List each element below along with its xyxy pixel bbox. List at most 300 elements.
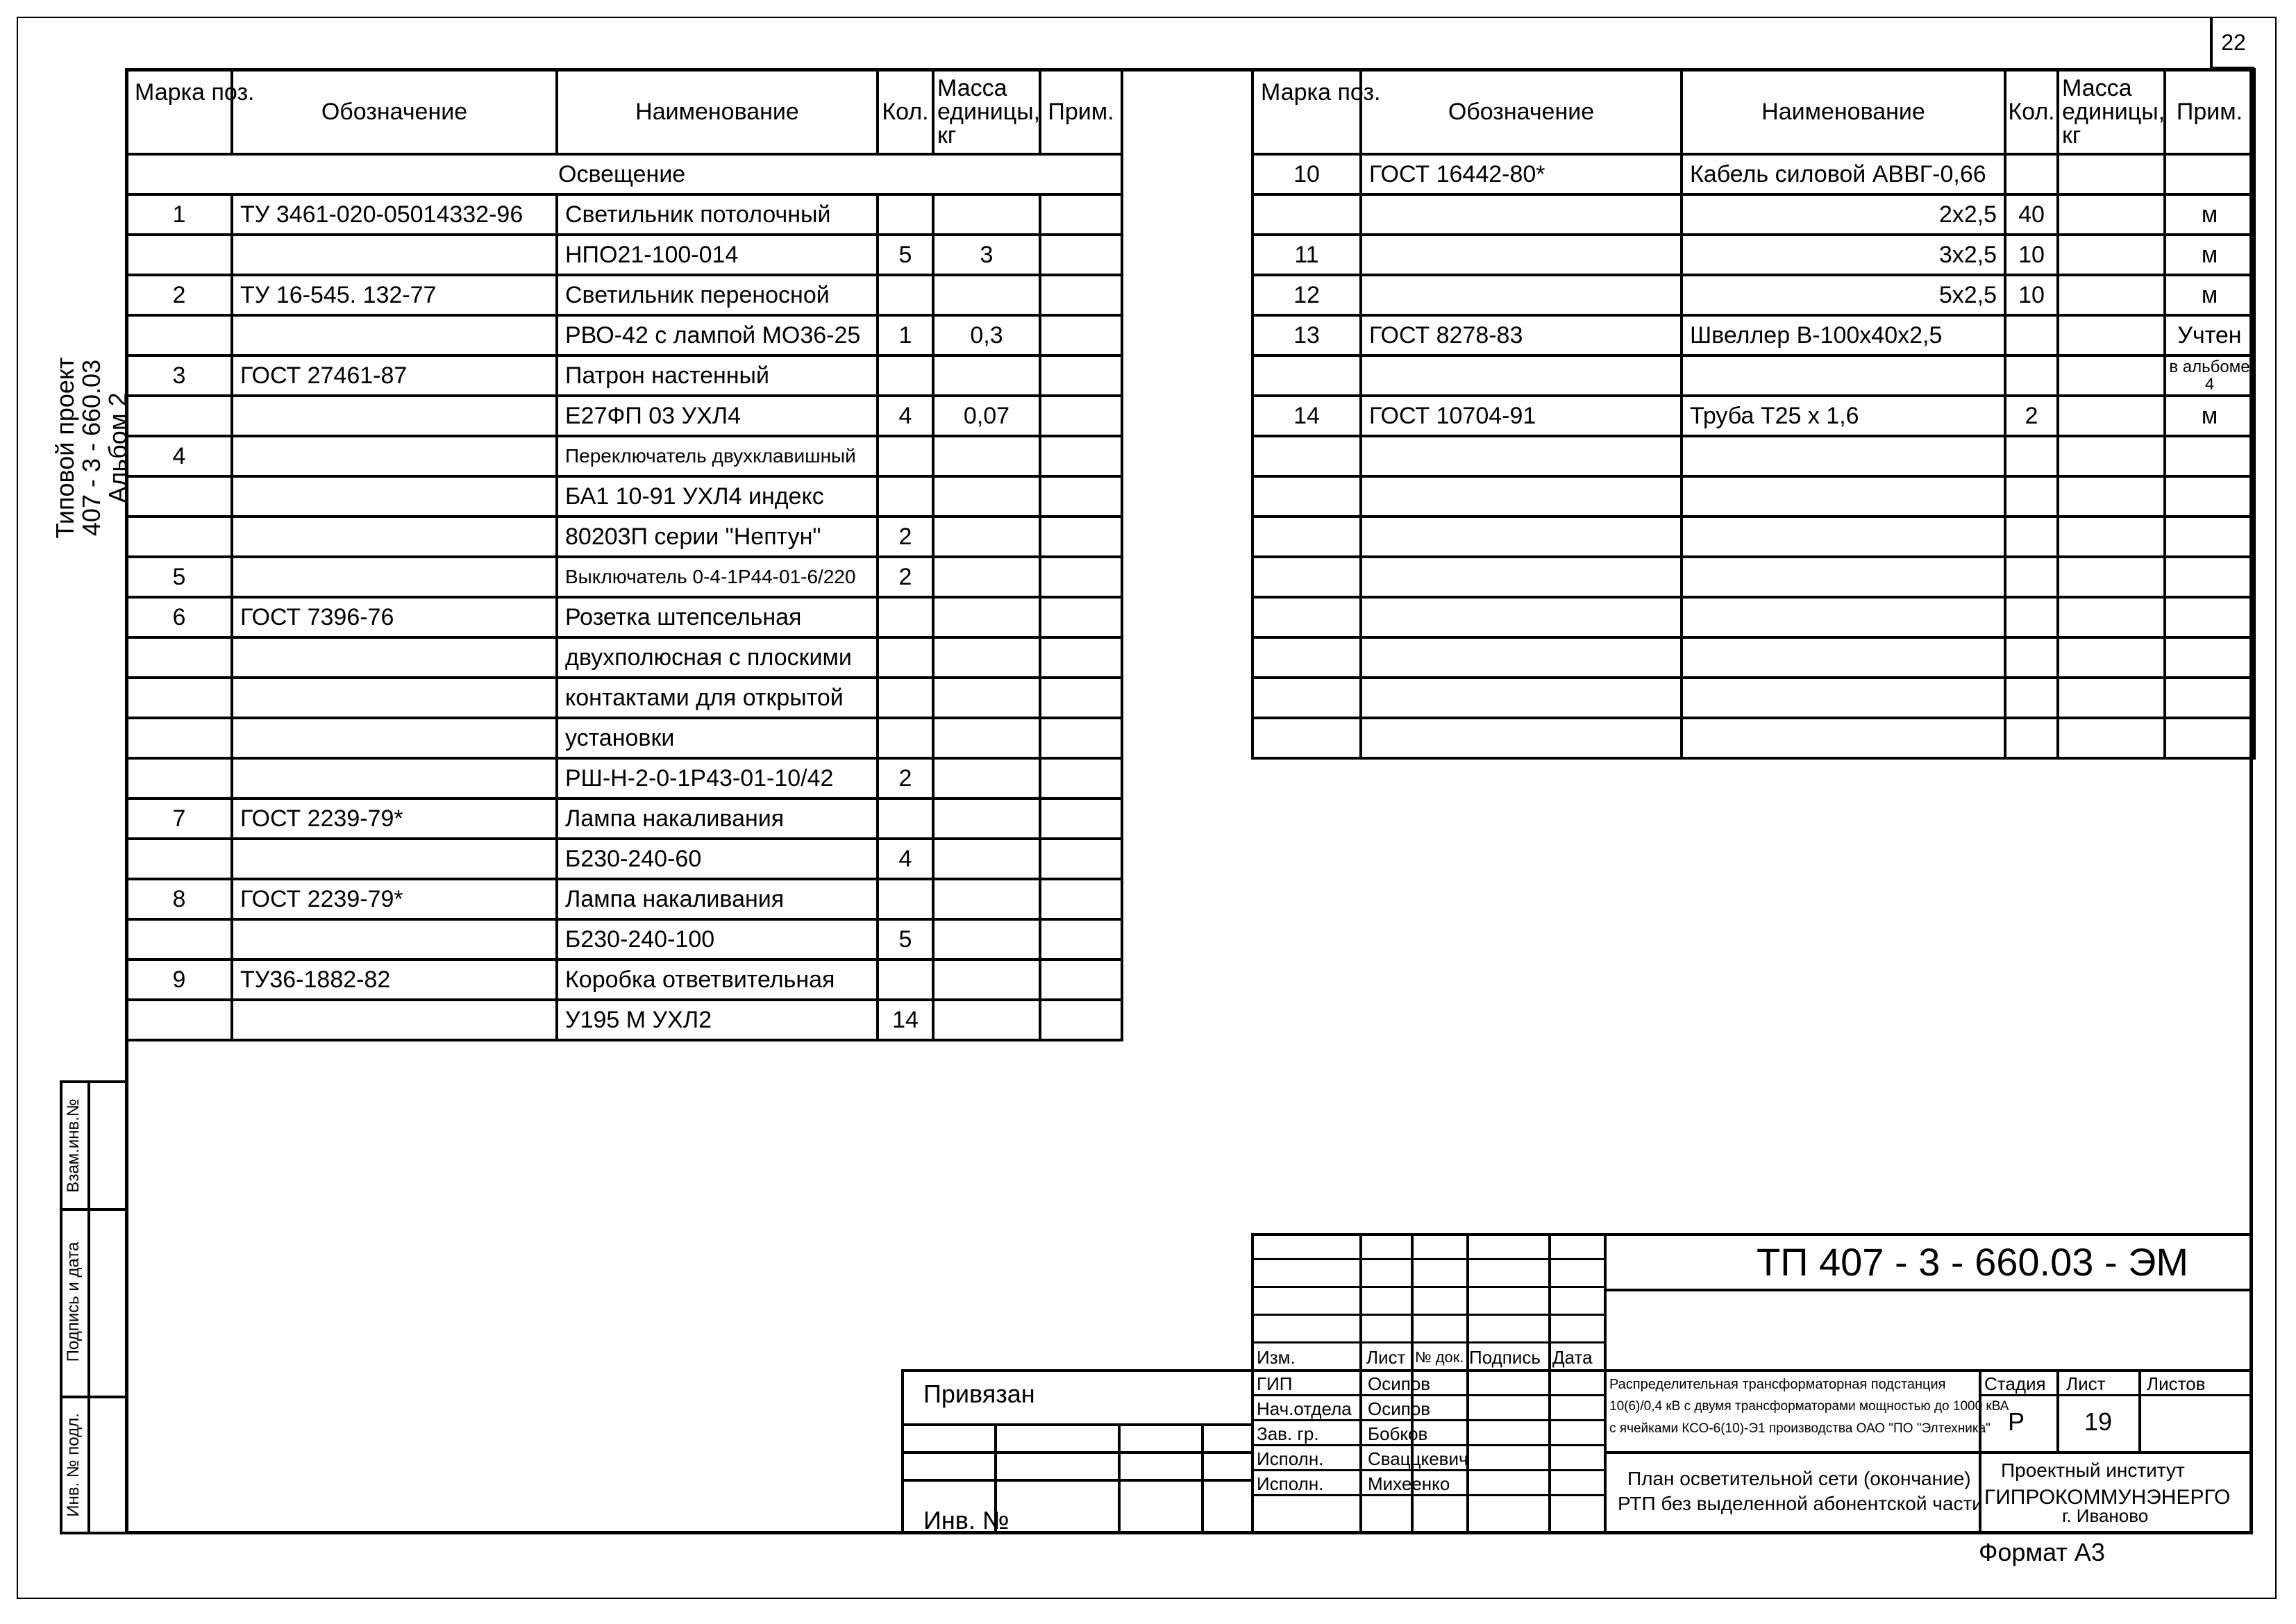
table-row — [1252, 637, 2254, 678]
cell-naimenovanie: Лампа накаливания — [557, 879, 878, 919]
table-row — [126, 517, 1122, 557]
cell-prim — [2165, 476, 2254, 517]
cell-prim — [1040, 396, 1122, 436]
cell-prim — [1040, 194, 1122, 235]
privyazan-label: Привязан — [923, 1380, 1035, 1408]
cell-naimenovanie: Светильник потолочный — [557, 194, 878, 235]
cell-naimenovanie: 5х2,5 — [1682, 275, 2005, 315]
cell-massa — [933, 758, 1040, 798]
person-name: Осипов — [1368, 1373, 1431, 1394]
table-row — [1252, 517, 2254, 557]
side-stamp-divider — [60, 1208, 125, 1211]
cell-marka — [126, 637, 232, 678]
cell-marka — [126, 919, 232, 960]
cell-marka — [1252, 517, 1361, 557]
cell-prim — [1040, 235, 1122, 275]
table-row — [126, 758, 1122, 798]
cell-marka — [126, 315, 232, 355]
table-row — [126, 315, 1122, 355]
format-label: Формат А3 — [1979, 1538, 2105, 1566]
table-row — [1252, 154, 2254, 194]
cell-prim — [1040, 597, 1122, 637]
table-row — [126, 436, 1122, 476]
col-data: Дата — [1552, 1347, 1593, 1368]
cell-naimenovanie: Б230-240-60 — [557, 839, 878, 879]
header-marka: Марка поз. — [126, 69, 232, 154]
table-row — [1252, 597, 2254, 637]
header-prim: Прим. — [1040, 69, 1122, 154]
cell-oboznachenie — [1361, 436, 1682, 476]
cell-oboznachenie: ТУ 16-545. 132-77 — [232, 275, 557, 315]
cell-kol: 2 — [878, 557, 933, 597]
person-name: Михеенко — [1368, 1473, 1450, 1494]
cell-naimenovanie — [1682, 476, 2005, 517]
cell-oboznachenie — [1361, 355, 1682, 396]
section-row — [126, 154, 1122, 194]
cell-oboznachenie — [232, 476, 557, 517]
cell-naimenovanie: 2х2,5 — [1682, 194, 2005, 235]
cell-marka: 10 — [1252, 154, 1361, 194]
cell-oboznachenie — [1361, 678, 1682, 718]
table-row — [126, 476, 1122, 517]
sheet-title-1: План осветительной сети (окончание) — [1627, 1468, 1971, 1489]
cell-marka: 2 — [126, 275, 232, 315]
cell-naimenovanie: 3х2,5 — [1682, 235, 2005, 275]
table-row — [126, 235, 1122, 275]
cell-kol: 2 — [878, 517, 933, 557]
cell-prim — [2165, 517, 2254, 557]
table-row — [126, 839, 1122, 879]
cell-oboznachenie — [232, 718, 557, 758]
cell-prim — [1040, 517, 1122, 557]
cell-oboznachenie — [232, 839, 557, 879]
header-oboznachenie: Обозначение — [1361, 69, 1682, 154]
table-row — [1252, 315, 2254, 355]
cell-marka: 11 — [1252, 235, 1361, 275]
cell-naimenovanie: Труба Т25 х 1,6 — [1682, 396, 2005, 436]
inv-no-label: Инв. № — [923, 1506, 1009, 1534]
header-kol: Кол. — [878, 69, 933, 154]
role-label: Исполн. — [1257, 1473, 1324, 1494]
cell-naimenovanie: установки — [557, 718, 878, 758]
cell-marka — [1252, 557, 1361, 597]
cell-marka: 3 — [126, 355, 232, 396]
cell-oboznachenie — [232, 557, 557, 597]
cell-prim — [1040, 718, 1122, 758]
cell-massa — [933, 879, 1040, 919]
table-row — [126, 637, 1122, 678]
cell-kol — [2005, 154, 2058, 194]
cell-marka — [1252, 597, 1361, 637]
cell-oboznachenie — [232, 637, 557, 678]
table-header — [1252, 69, 2254, 154]
role-label: Зав. гр. — [1257, 1423, 1319, 1444]
cell-massa — [933, 436, 1040, 476]
cell-prim — [1040, 637, 1122, 678]
cell-oboznachenie: ГОСТ 2239-79* — [232, 879, 557, 919]
cell-massa — [2058, 436, 2165, 476]
col-izm: Изм. — [1257, 1347, 1296, 1368]
cell-massa — [2058, 517, 2165, 557]
cell-massa — [2058, 678, 2165, 718]
cell-prim: Учтен — [2165, 315, 2254, 355]
cell-massa — [933, 517, 1040, 557]
cell-marka: 12 — [1252, 275, 1361, 315]
cell-naimenovanie — [1682, 718, 2005, 758]
table-row — [1252, 355, 2254, 396]
cell-prim — [1040, 839, 1122, 879]
col-podpis: Подпись — [1469, 1347, 1541, 1368]
cell-naimenovanie: Переключатель двухклавишный — [557, 436, 878, 476]
role-label: ГИП — [1257, 1373, 1293, 1394]
cell-oboznachenie — [1361, 194, 1682, 235]
header-prim: Прим. — [2165, 69, 2254, 154]
listov-label: Листов — [2147, 1373, 2206, 1394]
cell-marka: 14 — [1252, 396, 1361, 436]
cell-naimenovanie: Патрон настенный — [557, 355, 878, 396]
cell-prim — [2165, 436, 2254, 476]
cell-kol — [878, 798, 933, 839]
cell-marka: 9 — [126, 960, 232, 1000]
sheet-title-2: РТП без выделенной абонентской части — [1618, 1493, 1983, 1514]
cell-marka: 7 — [126, 798, 232, 839]
cell-massa: 0,3 — [933, 315, 1040, 355]
cell-naimenovanie — [1682, 355, 2005, 396]
cell-oboznachenie — [232, 758, 557, 798]
cell-naimenovanie: Б230-240-100 — [557, 919, 878, 960]
cell-oboznachenie — [232, 517, 557, 557]
cell-massa: 3 — [933, 235, 1040, 275]
header-massa: Масса единицы, кг — [933, 69, 1040, 154]
org-line3: г. Иваново — [2062, 1505, 2149, 1526]
col-list: Лист — [1366, 1347, 1406, 1368]
cell-oboznachenie: ГОСТ 2239-79* — [232, 798, 557, 839]
cell-kol — [2005, 597, 2058, 637]
cell-marka — [1252, 436, 1361, 476]
org-line1: Проектный институт — [2001, 1459, 2185, 1481]
cell-kol — [2005, 436, 2058, 476]
table-row — [126, 557, 1122, 597]
cell-massa — [933, 597, 1040, 637]
cell-massa — [933, 718, 1040, 758]
cell-oboznachenie — [1361, 557, 1682, 597]
table-row — [126, 718, 1122, 758]
org-line2: ГИПРОКОММУНЭНЕРГО — [1984, 1486, 2231, 1509]
cell-naimenovanie — [1682, 517, 2005, 557]
cell-massa — [2058, 476, 2165, 517]
cell-oboznachenie — [232, 396, 557, 436]
cell-prim: м — [2165, 235, 2254, 275]
person-name: Осипов — [1368, 1398, 1431, 1419]
cell-naimenovanie: БА1 10-91 УХЛ4 индекс — [557, 476, 878, 517]
cell-marka — [126, 476, 232, 517]
cell-oboznachenie — [232, 436, 557, 476]
cell-oboznachenie — [232, 678, 557, 718]
header-marka: Марка поз. — [1252, 69, 1361, 154]
cell-kol — [2005, 557, 2058, 597]
cell-massa — [2058, 194, 2165, 235]
cell-prim — [1040, 476, 1122, 517]
cell-massa — [2058, 315, 2165, 355]
cell-marka — [126, 839, 232, 879]
cell-prim — [1040, 678, 1122, 718]
side-project-label: Типовой проект 407 - 3 - 660.03 Альбом 2 — [51, 357, 132, 539]
cell-prim — [1040, 1000, 1122, 1040]
side-stamp-divider — [87, 1080, 90, 1534]
cell-kol — [878, 476, 933, 517]
cell-kol: 14 — [878, 1000, 933, 1040]
cell-prim — [1040, 355, 1122, 396]
cell-marka — [1252, 678, 1361, 718]
cell-prim — [1040, 758, 1122, 798]
cell-naimenovanie: Выключатель 0-4-1Р44-01-6/220 — [557, 557, 878, 597]
cell-prim — [1040, 557, 1122, 597]
cell-kol — [878, 718, 933, 758]
cell-kol: 2 — [878, 758, 933, 798]
cell-prim — [1040, 315, 1122, 355]
cell-kol — [878, 355, 933, 396]
cell-prim — [2165, 597, 2254, 637]
cell-massa — [933, 476, 1040, 517]
list-value: 19 — [2084, 1407, 2113, 1436]
cell-marka — [126, 396, 232, 436]
cell-marka — [126, 678, 232, 718]
cell-prim — [1040, 919, 1122, 960]
cell-prim — [1040, 436, 1122, 476]
cell-prim — [2165, 154, 2254, 194]
cell-oboznachenie: ТУ36-1882-82 — [232, 960, 557, 1000]
role-label: Нач.отдела — [1257, 1398, 1352, 1419]
cell-massa — [933, 1000, 1040, 1040]
cell-massa — [2058, 154, 2165, 194]
cell-marka: 1 — [126, 194, 232, 235]
cell-naimenovanie — [1682, 637, 2005, 678]
cell-massa — [2058, 557, 2165, 597]
cell-oboznachenie — [232, 235, 557, 275]
table-row — [1252, 396, 2254, 436]
cell-naimenovanie: контактами для открытой — [557, 678, 878, 718]
header-oboznachenie: Обозначение — [232, 69, 557, 154]
cell-prim: м — [2165, 275, 2254, 315]
cell-kol — [878, 637, 933, 678]
cell-oboznachenie — [1361, 476, 1682, 517]
cell-naimenovanie: Кабель силовой АВВГ-0,66 — [1682, 154, 2005, 194]
cell-prim: м — [2165, 396, 2254, 436]
cell-prim — [2165, 637, 2254, 678]
doc-code: ТП 407 - 3 - 660.03 - ЭМ — [1757, 1240, 2189, 1284]
cell-oboznachenie: ГОСТ 7396-76 — [232, 597, 557, 637]
spec-table-right — [1251, 68, 2256, 760]
cell-prim: м — [2165, 194, 2254, 235]
side-podpis-data: Подпись и дата — [64, 1241, 83, 1362]
table-row — [1252, 678, 2254, 718]
cell-marka — [126, 235, 232, 275]
cell-kol: 5 — [878, 235, 933, 275]
cell-naimenovanie: Коробка ответвительная — [557, 960, 878, 1000]
cell-prim — [2165, 678, 2254, 718]
table-row — [126, 919, 1122, 960]
cell-massa — [933, 919, 1040, 960]
cell-naimenovanie — [1682, 678, 2005, 718]
cell-marka: 4 — [126, 436, 232, 476]
cell-marka — [126, 517, 232, 557]
cell-prim — [2165, 557, 2254, 597]
spec-table-left — [125, 68, 1123, 1041]
cell-kol — [2005, 315, 2058, 355]
header-massa: Масса единицы, кг — [2058, 69, 2165, 154]
table-row — [1252, 718, 2254, 758]
table-header — [126, 69, 1122, 154]
cell-kol — [878, 879, 933, 919]
cell-massa — [933, 194, 1040, 235]
cell-kol — [878, 275, 933, 315]
cell-massa — [933, 798, 1040, 839]
side-vzam-inv: Взам.инв.№ — [64, 1098, 83, 1193]
cell-kol — [2005, 517, 2058, 557]
cell-kol — [878, 960, 933, 1000]
cell-oboznachenie — [232, 919, 557, 960]
cell-kol: 40 — [2005, 194, 2058, 235]
table-row — [126, 678, 1122, 718]
cell-marka: 13 — [1252, 315, 1361, 355]
cell-massa — [2058, 597, 2165, 637]
table-row — [126, 960, 1122, 1000]
cell-prim — [1040, 798, 1122, 839]
table-row — [1252, 436, 2254, 476]
header-naimenovanie: Наименование — [1682, 69, 2005, 154]
cell-massa — [2058, 718, 2165, 758]
cell-kol — [2005, 718, 2058, 758]
list-label: Лист — [2066, 1373, 2106, 1394]
table-row — [1252, 275, 2254, 315]
cell-massa: 0,07 — [933, 396, 1040, 436]
table-row — [126, 1000, 1122, 1040]
cell-massa — [933, 678, 1040, 718]
cell-kol: 4 — [878, 839, 933, 879]
table-row — [126, 396, 1122, 436]
cell-kol: 5 — [878, 919, 933, 960]
cell-marka — [126, 758, 232, 798]
cell-oboznachenie: ГОСТ 10704-91 — [1361, 396, 1682, 436]
page-number: 22 — [2210, 18, 2254, 69]
cell-marka — [1252, 637, 1361, 678]
cell-kol — [878, 678, 933, 718]
side-inv-podl: Инв. № подл. — [64, 1413, 83, 1517]
cell-naimenovanie — [1682, 557, 2005, 597]
cell-marka: 8 — [126, 879, 232, 919]
cell-kol: 4 — [878, 396, 933, 436]
cell-prim — [1040, 275, 1122, 315]
cell-kol — [2005, 637, 2058, 678]
cell-oboznachenie — [1361, 517, 1682, 557]
cell-massa — [2058, 355, 2165, 396]
cell-kol — [878, 597, 933, 637]
cell-marka — [1252, 194, 1361, 235]
table-row — [126, 798, 1122, 839]
desc-line1: Распределительная трансформаторная подстанция — [1609, 1377, 1946, 1392]
table-row — [1252, 557, 2254, 597]
desc-line2: 10(6)/0,4 кВ с двумя трансформаторами мощностью до 1000 кВА — [1609, 1399, 2009, 1414]
cell-marka: 6 — [126, 597, 232, 637]
cell-naimenovanie: Е27ФП 03 УХЛ4 — [557, 396, 878, 436]
cell-oboznachenie — [1361, 275, 1682, 315]
cell-naimenovanie: Светильник переносной — [557, 275, 878, 315]
cell-prim: в альбоме 4 — [2165, 355, 2254, 396]
cell-oboznachenie — [1361, 235, 1682, 275]
cell-kol: 10 — [2005, 235, 2058, 275]
table-row — [126, 355, 1122, 396]
cell-marka — [1252, 718, 1361, 758]
header-naimenovanie: Наименование — [557, 69, 878, 154]
person-name: Бобков — [1368, 1423, 1428, 1444]
cell-marka — [1252, 476, 1361, 517]
cell-kol: 1 — [878, 315, 933, 355]
cell-massa — [2058, 396, 2165, 436]
cell-naimenovanie — [1682, 436, 2005, 476]
cell-naimenovanie: Лампа накаливания — [557, 798, 878, 839]
cell-naimenovanie — [1682, 597, 2005, 637]
col-ndok: № док. — [1415, 1348, 1464, 1366]
cell-naimenovanie: Розетка штепсельная — [557, 597, 878, 637]
table-row — [1252, 235, 2254, 275]
cell-massa — [2058, 275, 2165, 315]
cell-oboznachenie: ГОСТ 27461-87 — [232, 355, 557, 396]
cell-oboznachenie — [1361, 637, 1682, 678]
cell-oboznachenie: ГОСТ 16442-80* — [1361, 154, 1682, 194]
role-label: Исполн. — [1257, 1448, 1324, 1469]
cell-massa — [933, 839, 1040, 879]
cell-marka — [1252, 355, 1361, 396]
cell-massa — [933, 557, 1040, 597]
side-stamp-divider — [60, 1396, 125, 1398]
cell-oboznachenie: ГОСТ 8278-83 — [1361, 315, 1682, 355]
table-row — [126, 879, 1122, 919]
stadiya-label: Стадия — [1984, 1373, 2046, 1394]
cell-oboznachenie — [1361, 597, 1682, 637]
cell-massa — [933, 960, 1040, 1000]
cell-massa — [933, 637, 1040, 678]
table-row — [126, 194, 1122, 235]
cell-kol — [2005, 476, 2058, 517]
cell-naimenovanie: 80203П серии "Нептун" — [557, 517, 878, 557]
cell-massa — [933, 355, 1040, 396]
cell-marka: 5 — [126, 557, 232, 597]
desc-line3: с ячейками КСО-6(10)-Э1 производства ОАО "ПО "Элтехника" — [1609, 1421, 1991, 1436]
cell-oboznachenie — [232, 315, 557, 355]
cell-marka — [126, 1000, 232, 1040]
cell-naimenovanie: НПО21-100-014 — [557, 235, 878, 275]
table-row — [1252, 476, 2254, 517]
cell-prim — [1040, 879, 1122, 919]
table-row — [126, 275, 1122, 315]
cell-massa — [2058, 235, 2165, 275]
cell-oboznachenie: ТУ 3461-020-05014332-96 — [232, 194, 557, 235]
cell-naimenovanie: РВО-42 с лампой МО36-25 — [557, 315, 878, 355]
cell-kol: 10 — [2005, 275, 2058, 315]
stadiya-value: Р — [2008, 1407, 2025, 1436]
cell-naimenovanie: РШ-Н-2-0-1Р43-01-10/42 — [557, 758, 878, 798]
cell-naimenovanie: двухполюсная с плоскими — [557, 637, 878, 678]
cell-naimenovanie: У195 М УХЛ2 — [557, 1000, 878, 1040]
cell-kol — [2005, 355, 2058, 396]
cell-massa — [933, 275, 1040, 315]
cell-kol — [2005, 678, 2058, 718]
cell-naimenovanie: Швеллер В-100х40х2,5 — [1682, 315, 2005, 355]
cell-oboznachenie — [232, 1000, 557, 1040]
cell-kol: 2 — [2005, 396, 2058, 436]
person-name: Сваццкевич — [1368, 1448, 1468, 1469]
cell-prim — [1040, 960, 1122, 1000]
